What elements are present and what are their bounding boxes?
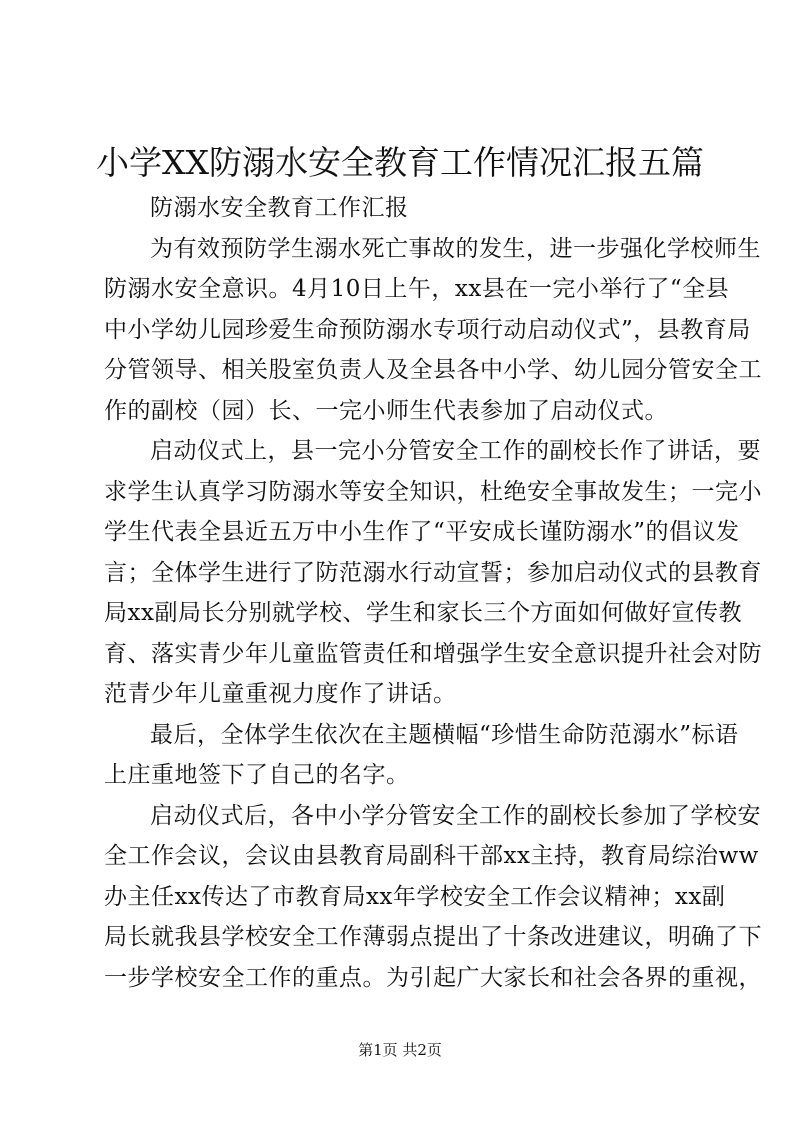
paragraph-line: 局长就我县学校安全工作薄弱点提出了十条改进建议，明确了下: [104, 924, 762, 950]
document-subtitle: 防溺水安全教育工作汇报: [150, 195, 409, 221]
paragraph-line: 作的副校（园）长、一完小师生代表参加了启动仪式。: [104, 397, 668, 424]
document-title: 小学XX防溺水安全教育工作情况汇报五篇: [96, 143, 704, 182]
paragraph-3: [104, 715, 739, 796]
paragraph-line: 局xx副局长分别就学校、学生和家长三个方面如何做好宣传教: [104, 600, 742, 626]
paragraph-1: [104, 229, 762, 432]
paragraph-line: 范青少年儿童重视力度作了讲话。: [104, 681, 457, 707]
paragraph-line: 办主任xx传达了市教育局xx年学校安全工作会议精神；xx副: [104, 883, 726, 910]
paragraph-line: 上庄重地签下了自己的名字。: [104, 762, 410, 788]
paragraph-line: 育、落实青少年儿童监管责任和增强学生安全意识提升社会对防: [104, 640, 762, 667]
paragraph-line: 求学生认真学习防溺水等安全知识，杜绝安全事故发生；一完小: [104, 478, 762, 505]
paragraph-line: 启动仪式后，各中小学分管安全工作的副校长参加了学校安: [150, 802, 761, 829]
paragraph-2: [104, 431, 762, 715]
paragraph-line: 中小学幼儿园珍爱生命预防溺水专项行动启动仪式”，县教育局: [104, 316, 751, 343]
paragraph-line: 防溺水安全意识。4月10日上午，xx县在一完小举行了“全县: [104, 276, 730, 302]
paragraph-line: 启动仪式上，县一完小分管安全工作的副校长作了讲话，要: [150, 438, 761, 464]
page-number-footer: 第1页 共2页: [358, 1041, 442, 1059]
paragraph-line: 言；全体学生进行了防范溺水行动宣誓；参加启动仪式的县教育: [104, 559, 762, 586]
document-body: [104, 188, 762, 998]
paragraph-line: 为有效预防学生溺水死亡事故的发生，进一步强化学校师生: [150, 235, 761, 262]
paragraph-line: 分管领导、相关股室负责人及全县各中小学、幼儿园分管安全工: [104, 357, 762, 383]
paragraph-line: 学生代表全县近五万中小生作了“平安成长谨防溺水”的倡议发: [104, 519, 740, 545]
paragraph-line: 最后，全体学生依次在主题横幅“珍惜生命防范溺水”标语: [150, 721, 739, 748]
paragraph-line: 一步学校安全工作的重点。为引起广大家长和社会各界的重视，: [104, 964, 762, 991]
paragraph-4: [104, 796, 762, 999]
paragraph-line: 全工作会议，会议由县教育局副科干部xx主持，教育局综治ww: [104, 843, 759, 869]
